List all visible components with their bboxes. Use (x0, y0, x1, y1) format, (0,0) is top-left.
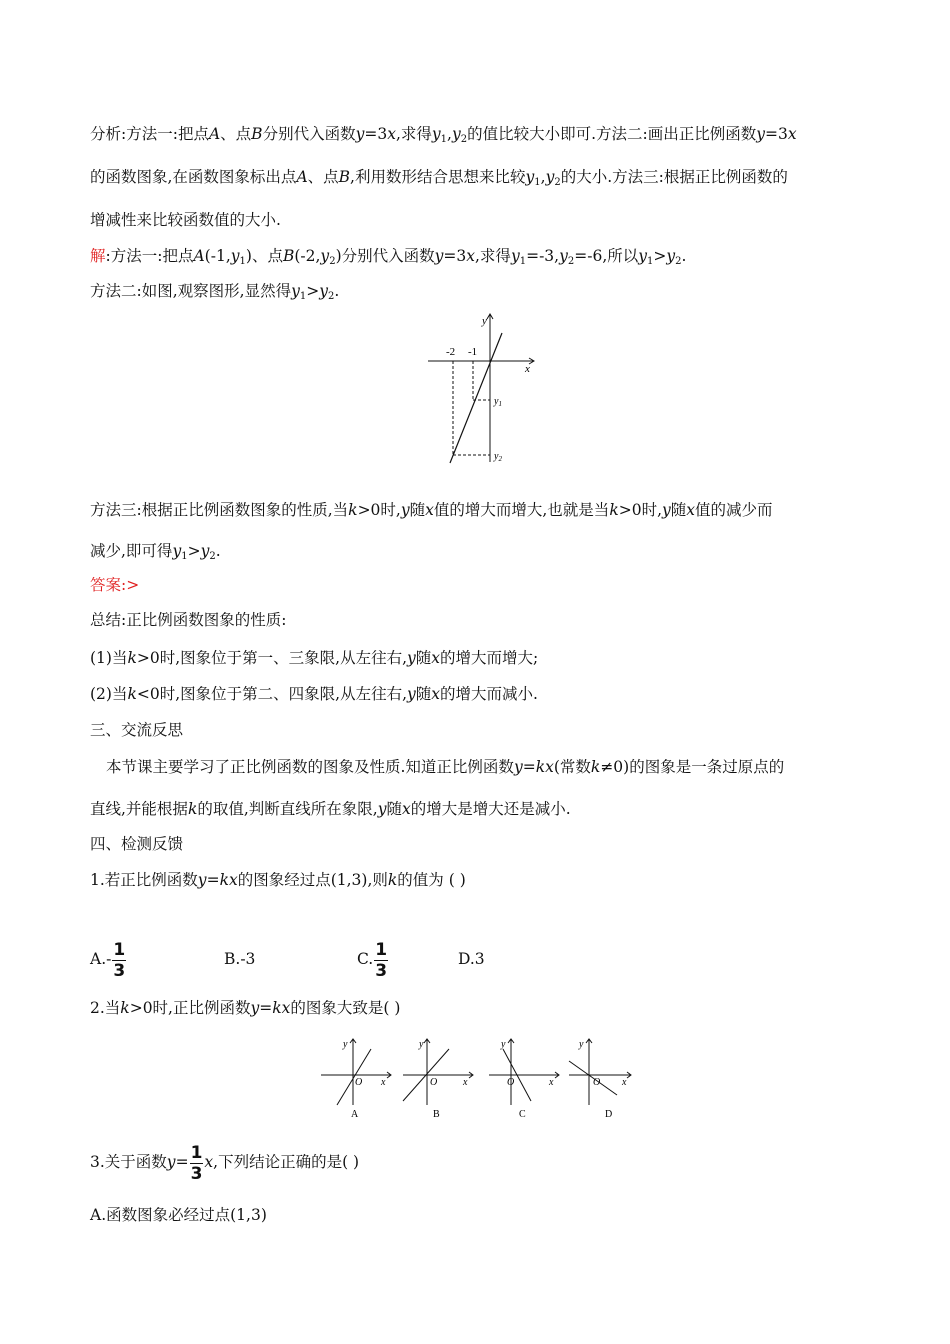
var: y (250, 999, 260, 1017)
var: y (377, 800, 387, 818)
text: =3 (364, 125, 388, 143)
section3-para-1 (106, 757, 784, 777)
denominator: 3 (113, 960, 126, 981)
var: y (431, 125, 441, 143)
y1-var: y (494, 396, 499, 407)
text: , (447, 125, 452, 143)
method2-graph (420, 310, 540, 470)
text: >0时,正比例函数 (129, 999, 251, 1017)
text: 方法二:如图,观察图形,显然得 (90, 282, 292, 300)
q3-option-a[interactable] (90, 1205, 267, 1225)
var: y (166, 1153, 176, 1171)
text: >0时, (357, 501, 401, 519)
var: k (387, 871, 398, 889)
text: 值的减少而 (695, 501, 773, 519)
method2-line (90, 281, 339, 307)
answer-label: 答案 (90, 576, 122, 594)
text: <0时,图象位于第二、四象限,从左往右, (136, 685, 408, 703)
text: . (215, 542, 221, 560)
text: 的函数图象,在函数图象标出点 (90, 168, 297, 186)
text: 1.若正比例函数 (90, 871, 198, 889)
choice-letter: B (433, 1109, 440, 1120)
text: 3.关于函数 (90, 1153, 167, 1171)
text: . (681, 247, 687, 265)
text: . (334, 282, 340, 300)
method3-line-2 (90, 541, 221, 567)
text: =3 (443, 247, 467, 265)
text: 的图象经过点(1,3),则 (237, 871, 388, 889)
text: :方法一:把点 (105, 247, 194, 265)
text: 三、交流反思 (90, 721, 184, 739)
var: y (451, 125, 461, 143)
y2-label (493, 451, 502, 463)
fraction (374, 940, 388, 981)
text: =-3, (526, 247, 560, 265)
text: (2)当 (90, 685, 128, 703)
var: kx (272, 999, 291, 1017)
var: y (525, 168, 535, 186)
sub: 2 (567, 256, 575, 267)
text: )、点 (245, 247, 283, 265)
sub: 2 (554, 177, 561, 188)
text: 四、检测反馈 (90, 835, 184, 853)
option-label: A.- (90, 950, 112, 968)
text: (常数 (553, 758, 591, 776)
sub: 1 (299, 291, 307, 302)
method3-line-1 (90, 500, 773, 520)
text: (-1, (204, 247, 231, 265)
question-2 (90, 998, 400, 1018)
point-a: A (296, 168, 308, 186)
var: x (466, 247, 475, 265)
x-axis-label: x (525, 363, 530, 375)
summary-point-2 (90, 684, 538, 704)
analysis-line-3 (90, 210, 281, 230)
var: y (407, 649, 416, 667)
text: 分析:方法一:把点 (90, 125, 209, 143)
section3-para-2 (90, 799, 571, 819)
sub: 1 (440, 134, 448, 145)
text: ,求得 (475, 247, 511, 265)
var: kx (535, 758, 554, 776)
var: k (120, 999, 130, 1017)
text: =3 (765, 125, 788, 143)
var: x (787, 125, 797, 143)
option-label: B.-3 (224, 950, 256, 968)
var: A (193, 247, 205, 265)
var: y (230, 247, 240, 265)
var: y (319, 282, 328, 300)
var: x (431, 685, 441, 703)
numerator: 1 (113, 939, 126, 960)
text: = (175, 1153, 189, 1171)
text: 方法三:根据正比例函数图象的性质,当 (90, 501, 349, 519)
var: x (204, 1153, 214, 1171)
y1-label (493, 396, 502, 408)
sub: 2 (460, 134, 468, 145)
origin-label: O (507, 1077, 515, 1088)
numerator: 1 (190, 1142, 203, 1163)
text: 的值为 ( ) (397, 871, 466, 889)
origin-label: O (430, 1077, 438, 1088)
text: 本节课主要学习了正比例函数的图象及性质.知道正比例函数 (106, 758, 514, 776)
y2-var: y (494, 451, 499, 462)
text: 随 (415, 649, 432, 667)
var: y (662, 501, 671, 519)
text: > (187, 542, 201, 560)
point-b: B (251, 125, 263, 143)
var: x (425, 501, 434, 519)
var: y (434, 247, 444, 265)
text: ,利用数形结合思想来比较 (350, 168, 526, 186)
var: x (431, 649, 441, 667)
section3-heading (90, 720, 183, 740)
origin-label: O (355, 1077, 363, 1088)
tick-neg1: -1 (468, 346, 478, 358)
var: k (590, 758, 601, 776)
point-b: B (338, 168, 351, 186)
var: y (666, 247, 676, 265)
x-label: x (463, 1077, 468, 1088)
point-a: A (208, 125, 221, 143)
q1-option-d[interactable] (458, 949, 485, 969)
var: k (127, 685, 137, 703)
sub: 2 (327, 291, 335, 302)
var: k (127, 649, 137, 667)
var: y (513, 758, 523, 776)
var: y (756, 125, 766, 143)
text: 减少,即可得 (90, 542, 173, 560)
sub: 1 (181, 551, 188, 562)
var: y (559, 247, 568, 265)
question-1 (90, 870, 466, 890)
text: 的增大而减小. (440, 685, 538, 703)
text: 分别代入函数 (262, 125, 356, 143)
text: 2.当 (90, 999, 121, 1017)
text: =-6,所以 (574, 247, 639, 265)
text: 的大小.方法三:根据正比例函数的 (560, 168, 788, 186)
var: B (282, 247, 295, 265)
q2-graphs (315, 1035, 645, 1120)
text: >0时,图象位于第一、三象限,从左往右, (136, 649, 408, 667)
var: y (197, 871, 207, 889)
x-label: x (549, 1077, 554, 1088)
q1-option-a[interactable] (90, 937, 127, 981)
var: y (510, 247, 520, 265)
text: ≠0)的图象是一条过原点的 (600, 758, 785, 776)
var: y (291, 282, 300, 300)
y-axis-label: y (482, 315, 487, 327)
text: 随 (386, 800, 402, 818)
text: 直线,并能根据 (90, 800, 188, 818)
y-label: y (419, 1039, 424, 1050)
var: y (638, 247, 648, 265)
text: (-2, (294, 247, 321, 265)
question-3 (90, 1140, 359, 1184)
denominator: 3 (375, 960, 388, 981)
var: y (172, 542, 182, 560)
y2-sub: 2 (498, 455, 502, 463)
q2-graph-a[interactable] (321, 1039, 391, 1120)
text: 的取值,判断直线所在象限, (197, 800, 378, 818)
sub: 2 (675, 256, 682, 267)
text: 增减性来比较函数值的大小. (90, 211, 281, 229)
choice-letter: D (605, 1109, 613, 1120)
var: y (400, 501, 410, 519)
y-label: y (579, 1039, 584, 1050)
q2-graph-d[interactable] (569, 1039, 631, 1120)
var: k (348, 501, 358, 519)
summary-point-1 (90, 648, 538, 668)
section4-heading (90, 834, 183, 854)
var: y (545, 168, 555, 186)
q2-graph-b[interactable] (403, 1039, 473, 1120)
var: x (686, 501, 696, 519)
var: y (355, 125, 365, 143)
q2-graph-c[interactable] (489, 1039, 559, 1120)
fraction (190, 1143, 204, 1184)
sub: 1 (647, 256, 654, 267)
text: 总结:正比例函数图象的性质: (90, 611, 287, 629)
text: ,下列结论正确的是( ) (213, 1153, 360, 1171)
text: 的增大而增大; (440, 649, 539, 667)
sub: 1 (534, 177, 541, 188)
answer-line (90, 575, 139, 595)
answer-value: :> (121, 576, 140, 594)
tick-neg2: -2 (446, 346, 456, 358)
text: = (206, 871, 220, 889)
text: > (306, 282, 320, 300)
text: > (653, 247, 667, 265)
text: 随 (415, 685, 432, 703)
summary-title (90, 610, 286, 630)
var: kx (219, 871, 238, 889)
solution-line (90, 246, 686, 272)
var: y (320, 247, 330, 265)
var: y (407, 685, 416, 703)
solution-label: 解 (90, 247, 106, 265)
sub: 1 (239, 256, 246, 267)
text: 随 (409, 501, 426, 519)
text: , (540, 168, 546, 186)
analysis-line-1 (90, 124, 797, 150)
y1-sub: 1 (498, 400, 502, 408)
sub: 2 (209, 551, 216, 562)
sub: 2 (329, 256, 336, 267)
text: 的增大是增大还是减小. (410, 800, 571, 818)
y-label: y (343, 1039, 348, 1050)
text: 、点 (307, 168, 339, 186)
var: k (187, 800, 198, 818)
var: k (609, 501, 619, 519)
var: y (200, 542, 210, 560)
var: x (401, 800, 411, 818)
text: = (522, 758, 536, 776)
option-label: C. (357, 950, 374, 968)
analysis-line-2 (90, 167, 788, 193)
text: 、点 (220, 125, 252, 143)
fraction (112, 940, 126, 981)
choice-letter: C (519, 1109, 526, 1120)
text: 的值比较大小即可.方法二:画出正比例函数 (467, 125, 757, 143)
choice-letter: A (351, 1109, 359, 1120)
text: 的图象大致是( ) (290, 999, 401, 1017)
option-label: D.3 (458, 950, 485, 968)
text: = (259, 999, 273, 1017)
origin-label: O (593, 1077, 601, 1088)
sub: 1 (519, 256, 527, 267)
text: )分别代入函数 (335, 247, 435, 265)
var: x (387, 125, 396, 143)
text: >0时, (618, 501, 662, 519)
text: 值的增大而增大,也就是当 (433, 501, 610, 519)
text: 随 (670, 501, 687, 519)
numerator: 1 (375, 939, 388, 960)
text: (1)当 (90, 649, 128, 667)
x-label: x (622, 1077, 627, 1088)
option-label: A.函数图象必经过点(1,3) (90, 1206, 267, 1224)
x-label: x (381, 1077, 386, 1088)
q1-option-c[interactable] (357, 937, 389, 981)
q1-option-b[interactable] (224, 949, 255, 969)
text: ,求得 (395, 125, 432, 143)
denominator: 3 (190, 1163, 203, 1184)
y-label: y (501, 1039, 506, 1050)
